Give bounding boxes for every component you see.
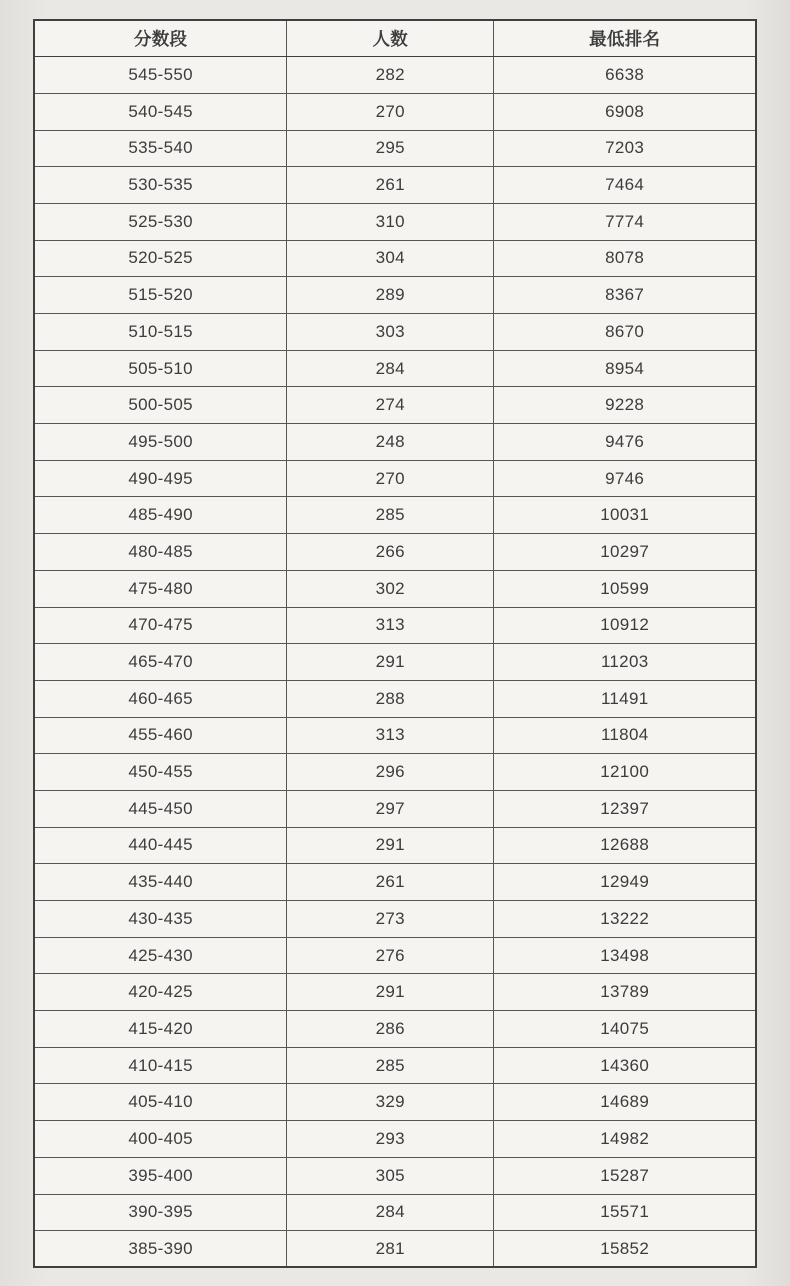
cell-lowest-rank: 14982 xyxy=(494,1121,756,1158)
header-row xyxy=(34,20,756,57)
cell-lowest-rank: 9746 xyxy=(494,460,756,497)
cell-score-range: 470-475 xyxy=(34,607,287,644)
cell-count: 248 xyxy=(287,424,494,461)
cell-count: 284 xyxy=(287,350,494,387)
cell-score-range: 530-535 xyxy=(34,167,287,204)
cell-count: 273 xyxy=(287,901,494,938)
cell-lowest-rank: 10599 xyxy=(494,570,756,607)
cell-count: 289 xyxy=(287,277,494,314)
table-row xyxy=(34,607,756,644)
table-row xyxy=(34,1047,756,1084)
cell-count: 276 xyxy=(287,937,494,974)
cell-count: 291 xyxy=(287,974,494,1011)
table-row xyxy=(34,534,756,571)
table-row xyxy=(34,754,756,791)
cell-lowest-rank: 8078 xyxy=(494,240,756,277)
table-row xyxy=(34,901,756,938)
cell-score-range: 405-410 xyxy=(34,1084,287,1121)
cell-count: 295 xyxy=(287,130,494,167)
table-row xyxy=(34,277,756,314)
cell-count: 261 xyxy=(287,864,494,901)
cell-lowest-rank: 14075 xyxy=(494,1011,756,1048)
table-row xyxy=(34,644,756,681)
cell-score-range: 505-510 xyxy=(34,350,287,387)
cell-score-range: 535-540 xyxy=(34,130,287,167)
cell-score-range: 465-470 xyxy=(34,644,287,681)
cell-lowest-rank: 10912 xyxy=(494,607,756,644)
table-row xyxy=(34,57,756,94)
table-row xyxy=(34,717,756,754)
cell-lowest-rank: 8954 xyxy=(494,350,756,387)
cell-count: 329 xyxy=(287,1084,494,1121)
cell-count: 296 xyxy=(287,754,494,791)
cell-lowest-rank: 11491 xyxy=(494,680,756,717)
cell-score-range: 450-455 xyxy=(34,754,287,791)
cell-lowest-rank: 15571 xyxy=(494,1194,756,1231)
cell-score-range: 395-400 xyxy=(34,1157,287,1194)
cell-count: 274 xyxy=(287,387,494,424)
header-lowest-rank: 最低排名 xyxy=(494,20,756,57)
cell-lowest-rank: 13789 xyxy=(494,974,756,1011)
cell-lowest-rank: 8670 xyxy=(494,314,756,351)
cell-score-range: 425-430 xyxy=(34,937,287,974)
table-row xyxy=(34,497,756,534)
cell-score-range: 495-500 xyxy=(34,424,287,461)
table-row xyxy=(34,974,756,1011)
cell-score-range: 435-440 xyxy=(34,864,287,901)
cell-count: 293 xyxy=(287,1121,494,1158)
cell-score-range: 455-460 xyxy=(34,717,287,754)
cell-count: 313 xyxy=(287,717,494,754)
cell-count: 303 xyxy=(287,314,494,351)
cell-count: 305 xyxy=(287,1157,494,1194)
score-distribution-table xyxy=(33,19,757,1268)
cell-count: 270 xyxy=(287,93,494,130)
cell-lowest-rank: 12397 xyxy=(494,790,756,827)
cell-score-range: 420-425 xyxy=(34,974,287,1011)
cell-lowest-rank: 11203 xyxy=(494,644,756,681)
cell-lowest-rank: 6908 xyxy=(494,93,756,130)
cell-count: 281 xyxy=(287,1231,494,1268)
table-row xyxy=(34,864,756,901)
cell-count: 270 xyxy=(287,460,494,497)
cell-count: 261 xyxy=(287,167,494,204)
table-row xyxy=(34,680,756,717)
table-row xyxy=(34,314,756,351)
cell-count: 291 xyxy=(287,827,494,864)
header-score-range: 分数段 xyxy=(34,20,287,57)
table-row xyxy=(34,1084,756,1121)
table-row xyxy=(34,827,756,864)
cell-lowest-rank: 13222 xyxy=(494,901,756,938)
cell-lowest-rank: 7203 xyxy=(494,130,756,167)
cell-count: 310 xyxy=(287,203,494,240)
cell-score-range: 525-530 xyxy=(34,203,287,240)
table-row xyxy=(34,93,756,130)
cell-score-range: 460-465 xyxy=(34,680,287,717)
cell-count: 304 xyxy=(287,240,494,277)
table-row xyxy=(34,1121,756,1158)
cell-lowest-rank: 12100 xyxy=(494,754,756,791)
cell-lowest-rank: 10297 xyxy=(494,534,756,571)
cell-lowest-rank: 9228 xyxy=(494,387,756,424)
cell-lowest-rank: 15852 xyxy=(494,1231,756,1268)
cell-score-range: 490-495 xyxy=(34,460,287,497)
cell-lowest-rank: 12949 xyxy=(494,864,756,901)
cell-lowest-rank: 12688 xyxy=(494,827,756,864)
cell-lowest-rank: 14360 xyxy=(494,1047,756,1084)
cell-count: 291 xyxy=(287,644,494,681)
table-row xyxy=(34,387,756,424)
cell-score-range: 480-485 xyxy=(34,534,287,571)
table-row xyxy=(34,1231,756,1268)
table-row xyxy=(34,937,756,974)
table-row xyxy=(34,130,756,167)
cell-score-range: 520-525 xyxy=(34,240,287,277)
cell-count: 284 xyxy=(287,1194,494,1231)
cell-count: 286 xyxy=(287,1011,494,1048)
cell-score-range: 485-490 xyxy=(34,497,287,534)
cell-score-range: 500-505 xyxy=(34,387,287,424)
cell-count: 285 xyxy=(287,497,494,534)
cell-lowest-rank: 13498 xyxy=(494,937,756,974)
table-row xyxy=(34,1194,756,1231)
cell-lowest-rank: 11804 xyxy=(494,717,756,754)
cell-score-range: 475-480 xyxy=(34,570,287,607)
cell-count: 285 xyxy=(287,1047,494,1084)
cell-lowest-rank: 10031 xyxy=(494,497,756,534)
cell-lowest-rank: 15287 xyxy=(494,1157,756,1194)
cell-lowest-rank: 7774 xyxy=(494,203,756,240)
cell-lowest-rank: 14689 xyxy=(494,1084,756,1121)
cell-count: 297 xyxy=(287,790,494,827)
cell-score-range: 410-415 xyxy=(34,1047,287,1084)
table-row xyxy=(34,350,756,387)
cell-count: 313 xyxy=(287,607,494,644)
table-row xyxy=(34,167,756,204)
cell-count: 266 xyxy=(287,534,494,571)
cell-score-range: 510-515 xyxy=(34,314,287,351)
cell-score-range: 390-395 xyxy=(34,1194,287,1231)
table-row xyxy=(34,570,756,607)
cell-score-range: 445-450 xyxy=(34,790,287,827)
table-row xyxy=(34,424,756,461)
cell-lowest-rank: 8367 xyxy=(494,277,756,314)
cell-lowest-rank: 7464 xyxy=(494,167,756,204)
cell-count: 282 xyxy=(287,57,494,94)
cell-lowest-rank: 6638 xyxy=(494,57,756,94)
table-row xyxy=(34,203,756,240)
cell-score-range: 430-435 xyxy=(34,901,287,938)
cell-score-range: 545-550 xyxy=(34,57,287,94)
cell-score-range: 440-445 xyxy=(34,827,287,864)
cell-count: 302 xyxy=(287,570,494,607)
cell-score-range: 400-405 xyxy=(34,1121,287,1158)
table-row xyxy=(34,790,756,827)
table-row xyxy=(34,1157,756,1194)
cell-count: 288 xyxy=(287,680,494,717)
cell-score-range: 515-520 xyxy=(34,277,287,314)
table-row xyxy=(34,460,756,497)
cell-score-range: 415-420 xyxy=(34,1011,287,1048)
cell-score-range: 385-390 xyxy=(34,1231,287,1268)
table-row xyxy=(34,1011,756,1048)
table-row xyxy=(34,240,756,277)
cell-lowest-rank: 9476 xyxy=(494,424,756,461)
cell-score-range: 540-545 xyxy=(34,93,287,130)
header-count: 人数 xyxy=(287,20,494,57)
